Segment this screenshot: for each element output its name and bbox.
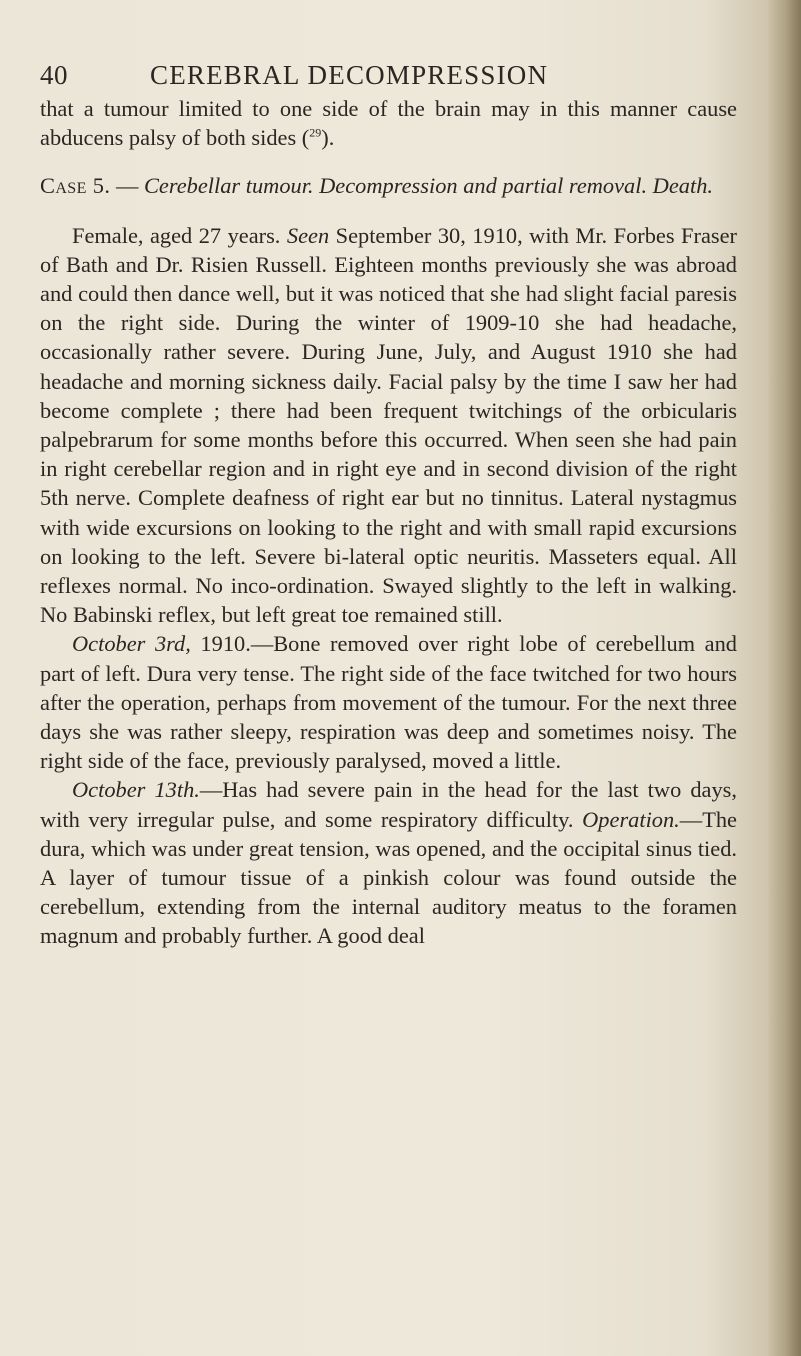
case-label: Case 5. xyxy=(40,173,111,199)
intro-close: ). xyxy=(321,125,335,151)
paragraph-october-13 xyxy=(40,775,737,950)
intro-text: that a tumour limited to one side of the brain may in this manner cause abducens palsy of both sides ( xyxy=(40,96,737,151)
operation-label: Operation. xyxy=(582,806,680,832)
history-intro: Female, aged 27 years. xyxy=(72,222,287,248)
reference-number: 29 xyxy=(309,125,322,140)
case-title: Cerebellar tumour. Decompression and partial removal. Death. xyxy=(143,173,713,199)
date-october-3: October 3rd, xyxy=(72,631,191,657)
paragraph-history xyxy=(40,221,737,630)
running-title: CEREBRAL DECOMPRESSION xyxy=(150,60,549,90)
page-edge-shadow xyxy=(767,0,801,1356)
history-seen: Seen xyxy=(286,222,330,248)
date-october-13: October 13th. xyxy=(72,777,200,803)
october-3-text: 1910.—Bone removed over right lobe of cerebellum and part of left. Dura very tense. The right side of the face twitched for two hours after the operation, perhaps from movement of the tumour. For the next three days she was rather sleepy, respiration was deep and sometimes noisy. The right side of the face, previously paralysed, moved a little. xyxy=(40,631,737,774)
paragraph-intro xyxy=(40,94,737,152)
operation-text: —The dura, which was under great tension, was opened, and the occipital sinus tied. A layer of tumour tissue of a pinkish colour was found outside the cerebellum, extending from the internal auditory meatus to the foramen magnum and probably further. A good deal xyxy=(40,806,737,949)
history-text: September 30, 1910, with Mr. Forbes Fraser of Bath and Dr. Risien Russell. Eighteen months previously she was abroad and could then dance well, but it was noticed that she had slight facial paresis on the right side. During the winter of 1909-10 she had headache, occasionally rather severe. During June, July, and August 1910 she had headache and morning sickness daily. Facial palsy by the time I saw her had become complete ; there had been frequent twitchings of the orbicularis palpebrarum for some months before this occurred. When seen she had pain in right cerebellar region and in right eye and in second division of the right 5th nerve. Complete deafness of right ear but no tinnitus. Lateral nystagmus with wide excursions on looking to the right and with small rapid excursions on looking to the left. Severe bi-lateral optic neuritis. Masseters equal. All reflexes normal. No inco-ordination. Swayed slightly to the left in walking. No Babinski reflex, but left great toe remained still. xyxy=(40,222,737,628)
case-heading xyxy=(40,171,737,200)
page-number: 40 xyxy=(40,60,68,90)
page-body xyxy=(40,94,737,951)
paragraph-october-3 xyxy=(40,629,737,775)
case-dash: — xyxy=(110,173,144,199)
october-13-text: —Has had severe pain in the head for the last two days, with very irregular pulse, and some respiratory difficulty. xyxy=(40,777,737,832)
